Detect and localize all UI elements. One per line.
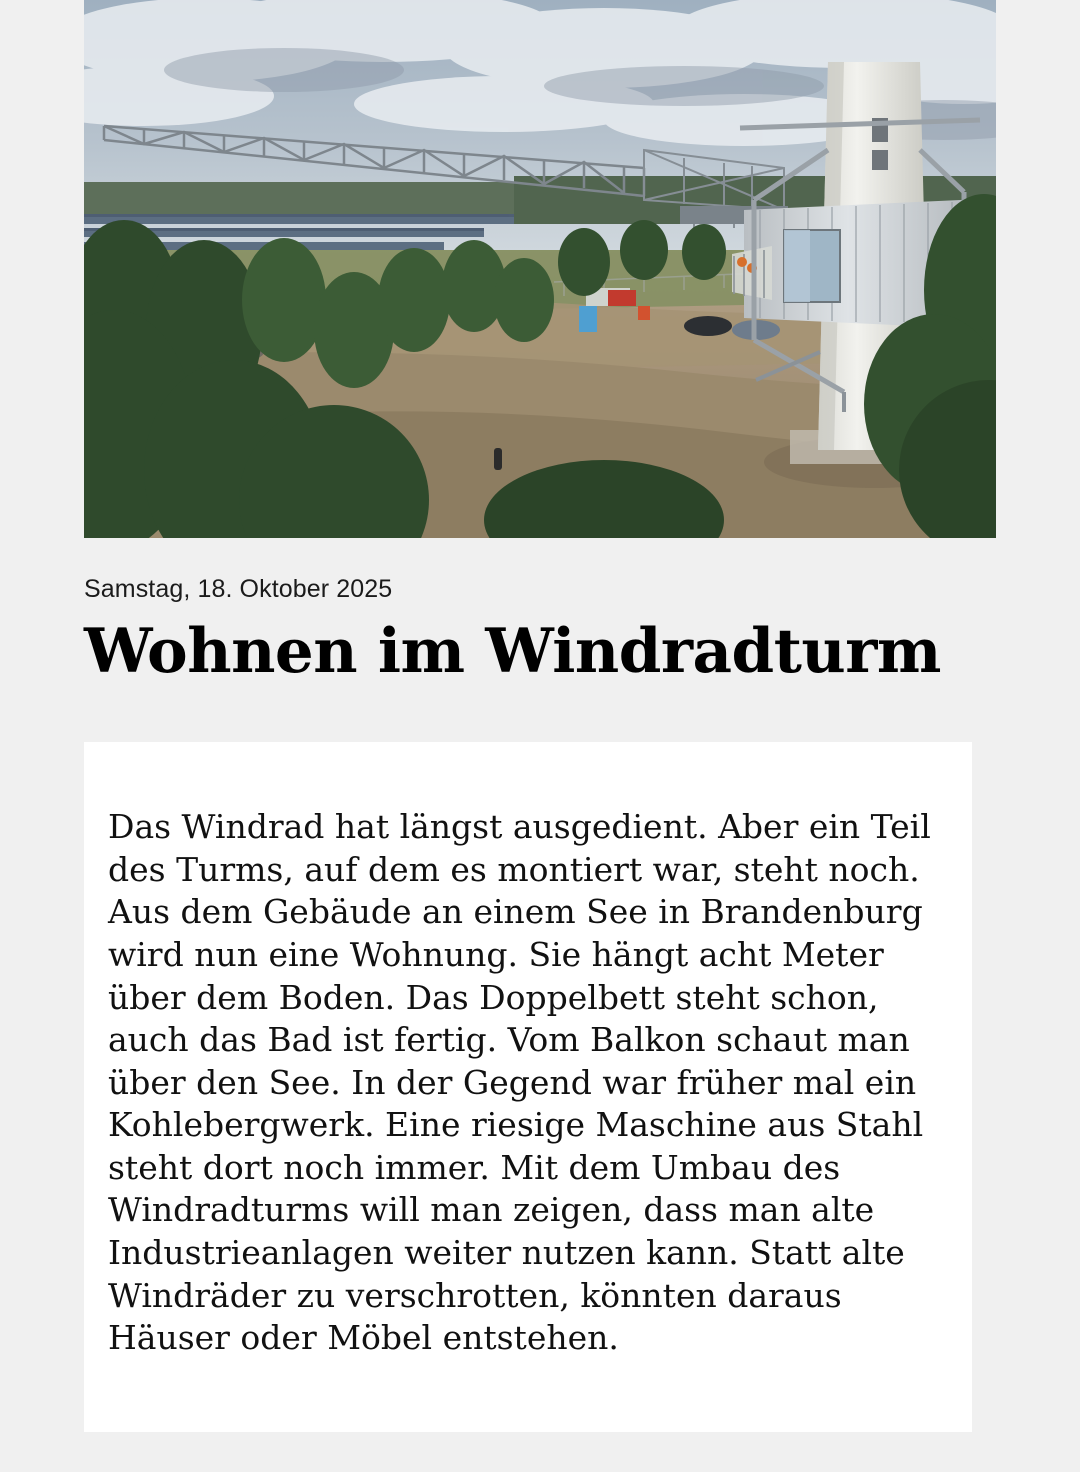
hero-image bbox=[84, 0, 996, 538]
bottom-spacer bbox=[0, 1432, 1080, 1472]
article-body-card bbox=[84, 742, 972, 1431]
page-title: Wohnen im Windradturm bbox=[84, 616, 941, 687]
article-date: Samstag, 18. Oktober 2025 bbox=[84, 575, 393, 603]
hero-photo-illustration bbox=[84, 0, 996, 538]
article-body-text: Das Windrad hat längst ausgedient. Aber ein Teil des Turms, auf dem es montiert war, steht noch. Aus dem Gebäude an einem See in Brandenburg wird nun eine Wohnung. Sie hängt acht Meter über dem Boden. Das Doppelbett steht schon, auch das Bad ist fertig. Vom Balkon schaut man über den See. In der Gegend war früher mal ein Kohlebergwerk. Eine riesige Maschine aus Stahl steht dort noch immer. Mit dem Umbau des Windradturms will man zeigen, dass man alte Industrieanlagen weiter nutzen kann. Statt alte Windräder zu verschrotten, könnten daraus Häuser oder Möbel entstehen. bbox=[108, 807, 931, 1358]
